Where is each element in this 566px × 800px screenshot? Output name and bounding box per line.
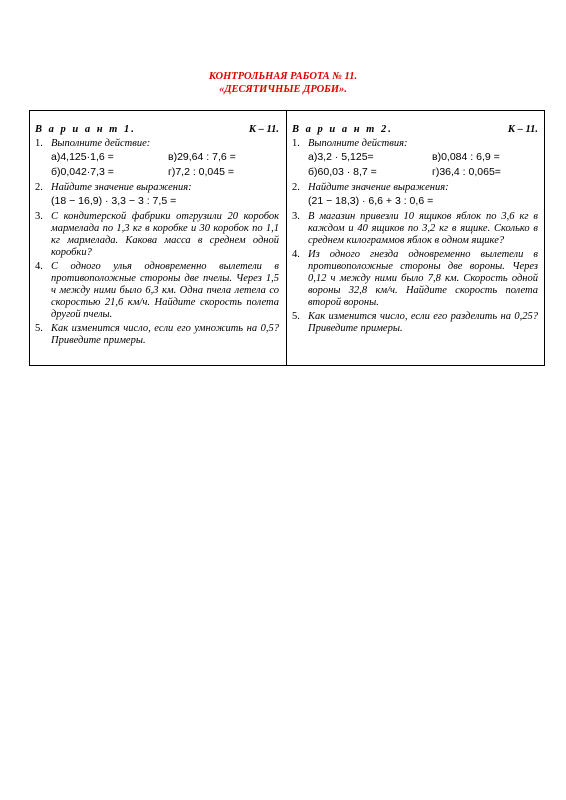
task-text: Из одного гнезда одновременно вылетели в противоположные стороны две вороны. Через 0,12 ч между ними было 7,8 км. Скорость одной вороны 32,8 км/ч. Найдите скорость полета второй вороны.: [308, 249, 538, 308]
task-5: [292, 311, 538, 335]
task-2: [35, 182, 279, 209]
exercise-g: г)7,2 : 0,045 =: [168, 166, 234, 178]
exercise-b: б)60,03 · 8,7 =: [308, 166, 377, 178]
task-text: Как изменится число, если его умножить на 0,5? Приведите примеры.: [51, 323, 279, 346]
task-text: Найдите значение выражения:: [51, 182, 192, 193]
task-text: С одного улья одновременно вылетели в противоположные стороны две пчелы. Через 1,5 ч между ними было 6,3 км. Одна пчела летела со скоростью 21,6 км/ч. Найдите скорость полета другой пчелы.: [51, 261, 279, 320]
test-code: К – 11.: [507, 124, 538, 135]
exercise-a: а)4,125·1,6 =: [51, 151, 114, 163]
variant-2-column: [292, 124, 538, 337]
task-3: [35, 211, 279, 259]
task-text: С кондитерской фабрики отгрузили 20 коробок мармелада по 1,3 кг в коробке и 30 коробок по 1,1 кг мармелада. Какова масса в среднем одной коробки?: [51, 211, 279, 258]
task-number: 5.: [35, 323, 43, 334]
expression: (18 − 16,9) · 3,3 − 3 : 7,5 =: [51, 195, 177, 207]
task-1: [292, 138, 538, 180]
task-number: 5.: [292, 311, 300, 322]
task-1-exercises: [308, 150, 538, 180]
task-5: [35, 323, 279, 347]
variant-2-header: [292, 124, 538, 138]
task-text: Выполните действия:: [308, 138, 408, 149]
task-4: [292, 249, 538, 309]
task-2: [292, 182, 538, 209]
task-text: В магазин привезли 10 ящиков яблок по 3,6 кг в каждом и 40 ящиков по 3,2 кг в ящике. Сколько в среднем килограммов яблок в одном ящике?: [308, 211, 538, 246]
task-number: 2.: [35, 182, 43, 193]
task-number: 4.: [35, 261, 43, 272]
task-number: 3.: [35, 211, 43, 222]
variant-1-column: [35, 124, 279, 349]
task-number: 1.: [35, 138, 43, 149]
task-text: Как изменится число, если его разделить на 0,25? Приведите примеры.: [308, 311, 538, 334]
task-3: [292, 211, 538, 247]
task-number: 4.: [292, 249, 300, 260]
variant-heading: В а р и а н т 2.: [292, 124, 393, 135]
task-text: Выполните действие:: [51, 138, 151, 149]
variant-heading: В а р и а н т 1.: [35, 124, 136, 135]
task-number: 3.: [292, 211, 300, 222]
task-text: Найдите значение выражения:: [308, 182, 449, 193]
document-title: КОНТРОЛЬНАЯ РАБОТА № 11.: [208, 71, 358, 82]
exercise-v: в)29,64 : 7,6 =: [168, 151, 236, 163]
variant-1-header: [35, 124, 279, 138]
task-4: [35, 261, 279, 321]
exercise-a: а)3,2 · 5,125=: [308, 151, 374, 163]
column-divider: [286, 110, 287, 366]
task-number: 2.: [292, 182, 300, 193]
expression: (21 − 18,3) · 6,6 + 3 : 0,6 =: [308, 195, 434, 207]
task-1: [35, 138, 279, 180]
exercise-b: б)0,042·7,3 =: [51, 166, 114, 178]
document-subtitle: «ДЕСЯТИЧНЫЕ ДРОБИ».: [219, 84, 347, 95]
exercise-g: г)36,4 : 0,065=: [432, 166, 501, 178]
test-code: К – 11.: [248, 124, 279, 135]
task-1-exercises: [51, 150, 279, 180]
task-number: 1.: [292, 138, 300, 149]
exercise-v: в)0,084 : 6,9 =: [432, 151, 500, 163]
